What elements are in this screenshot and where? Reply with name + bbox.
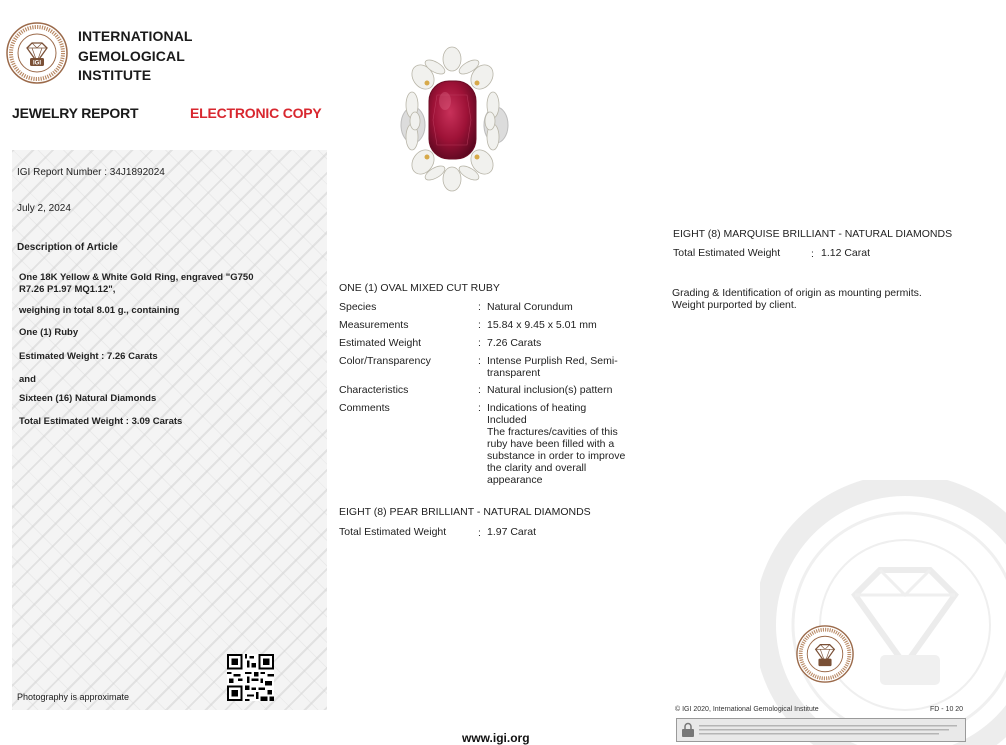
- comment-line: Indications of heating: [487, 402, 587, 414]
- species-label: Species: [339, 301, 377, 313]
- security-fine-print: [699, 723, 959, 737]
- pear-weight-label: Total Estimated Weight: [339, 526, 447, 538]
- characteristics-label: Characteristics: [339, 384, 409, 396]
- colon: :: [478, 301, 481, 313]
- security-lock-icon: [681, 722, 695, 738]
- pear-section-title: EIGHT (8) PEAR BRILLIANT - NATURAL DIAMONDS: [339, 506, 591, 518]
- description-line: weighing in total 8.01 g., containing: [19, 305, 180, 316]
- institute-name-line3: INSTITUTE: [78, 67, 152, 83]
- igi-seal-logo: [6, 22, 68, 84]
- comment-line: the clarity and overall: [487, 462, 587, 474]
- color-transparency-value: Intense Purplish Red, Semi-transparent: [487, 355, 618, 379]
- characteristics-value: Natural inclusion(s) pattern: [487, 384, 613, 396]
- comments-label: Comments: [339, 402, 390, 414]
- institute-name-line1: INTERNATIONAL: [78, 28, 193, 44]
- ruby-section-title: ONE (1) OVAL MIXED CUT RUBY: [339, 282, 500, 294]
- colon: :: [478, 402, 481, 414]
- measurements-label: Measurements: [339, 319, 409, 331]
- description-line: and: [19, 374, 36, 385]
- form-code: FD - 10 20: [930, 706, 964, 713]
- marquise-weight-value: 1.12 Carat: [821, 247, 871, 259]
- description-line: Sixteen (16) Natural Diamonds: [19, 393, 157, 404]
- security-features-strip: [676, 718, 966, 742]
- website-link[interactable]: www.igi.org: [462, 731, 530, 745]
- marquise-weight-label: Total Estimated Weight: [673, 247, 781, 259]
- copyright-notice: © IGI 2020, International Gemological Institute: [675, 706, 819, 713]
- remarks-line1: Grading & Identification of origin as mounting permits.: [672, 287, 922, 299]
- comment-line: The fractures/cavities of this: [487, 426, 618, 438]
- electronic-copy-label: ELECTRONIC COPY: [190, 105, 322, 121]
- marquise-section-title: EIGHT (8) MARQUISE BRILLIANT - NATURAL DIAMONDS: [673, 228, 953, 240]
- svg-text:IGI: IGI: [32, 60, 42, 67]
- colon: :: [478, 384, 481, 396]
- comment-line: appearance: [487, 474, 543, 486]
- description-line: One 18K Yellow & White Gold Ring, engraved "G750: [19, 272, 254, 283]
- description-line: Estimated Weight : 7.26 Carats: [19, 351, 158, 362]
- comment-line: substance in order to improve: [487, 450, 626, 462]
- colon: :: [478, 319, 481, 331]
- institute-name-line2: GEMOLOGICAL: [78, 47, 185, 64]
- institute-name: [78, 27, 193, 86]
- security-background-pattern: [12, 150, 327, 710]
- measurements-value: 15.84 x 9.45 x 5.01 mm: [487, 319, 597, 331]
- color-transparency-label: Color/Transparency: [339, 355, 431, 367]
- species-value: Natural Corundum: [487, 301, 573, 313]
- report-number: IGI Report Number : 34J1892024: [17, 167, 165, 178]
- colon: :: [811, 248, 814, 260]
- description-title: Description of Article: [17, 242, 118, 253]
- photography-note: Photography is approximate: [17, 692, 130, 702]
- description-line: Total Estimated Weight : 3.09 Carats: [19, 416, 183, 427]
- comments-value: [487, 402, 647, 486]
- description-line: R7.26 P1.97 MQ1.12",: [19, 284, 116, 295]
- colon: :: [478, 337, 481, 349]
- colon: :: [478, 527, 481, 539]
- comment-line: ruby have been filled with a: [487, 438, 615, 450]
- ring-photo: [385, 45, 520, 195]
- colon: :: [478, 355, 481, 367]
- remarks-line2: Weight purported by client.: [672, 299, 797, 311]
- qr-code[interactable]: [227, 654, 274, 701]
- pear-weight-value: 1.97 Carat: [487, 526, 537, 538]
- estimated-weight-label: Estimated Weight: [339, 337, 422, 349]
- description-line: One (1) Ruby: [19, 327, 79, 338]
- estimated-weight-value: 7.26 Carats: [487, 337, 542, 349]
- report-date: July 2, 2024: [17, 203, 71, 214]
- comment-line: Included: [487, 414, 527, 426]
- igi-seal-logo: [796, 625, 854, 683]
- report-title: JEWELRY REPORT: [12, 105, 139, 121]
